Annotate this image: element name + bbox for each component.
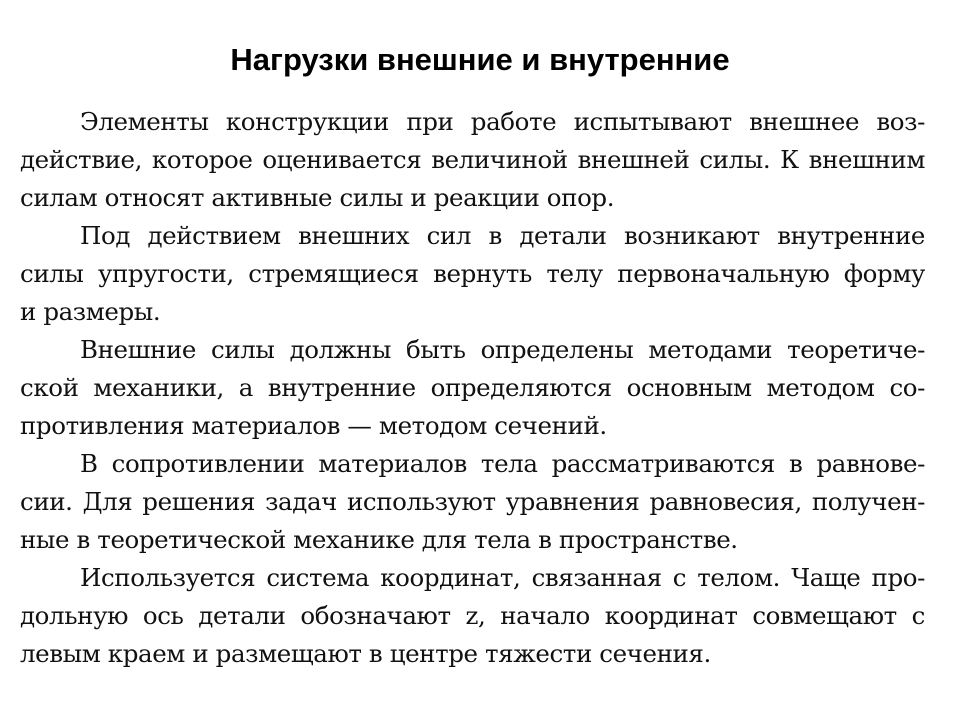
text-line: и размеры. <box>20 297 161 326</box>
text-line: силы упругости, стремящиеся вернуть телу первоначальную форму <box>20 259 925 288</box>
text-line: противления материалов — методом сечений. <box>20 411 607 440</box>
text-line: В сопротивлении материалов тела рассматриваются в равнове- <box>80 449 925 478</box>
text-line: сии. Для решения задач используют уравнения равновесия, получен- <box>20 487 925 516</box>
slide-title: Нагрузки внешние и внутренние <box>230 42 730 77</box>
text-line: левым краем и размещают в центре тяжести сечения. <box>20 639 711 668</box>
text-line: ской механики, а внутренние определяются основным методом со- <box>20 373 925 402</box>
text-line: действие, которое оценивается величиной внешней силы. К внешним <box>20 145 925 174</box>
text-line: Внешние силы должны быть определены методами теоретиче- <box>80 335 925 364</box>
text-line: Элементы конструкции при работе испытывают внешнее воз- <box>80 107 925 136</box>
text-line: Используется система координат, связанная с телом. Чаще про- <box>80 563 925 592</box>
text-line: силам относят активные силы и реакции опор. <box>20 183 615 212</box>
text-line: ные в теоретической механике для тела в пространстве. <box>20 525 738 554</box>
text-line: Под действием внешних сил в детали возникают внутренние <box>80 221 925 250</box>
text-line: дольную ось детали обозначают z, начало координат совмещают с <box>20 601 925 630</box>
